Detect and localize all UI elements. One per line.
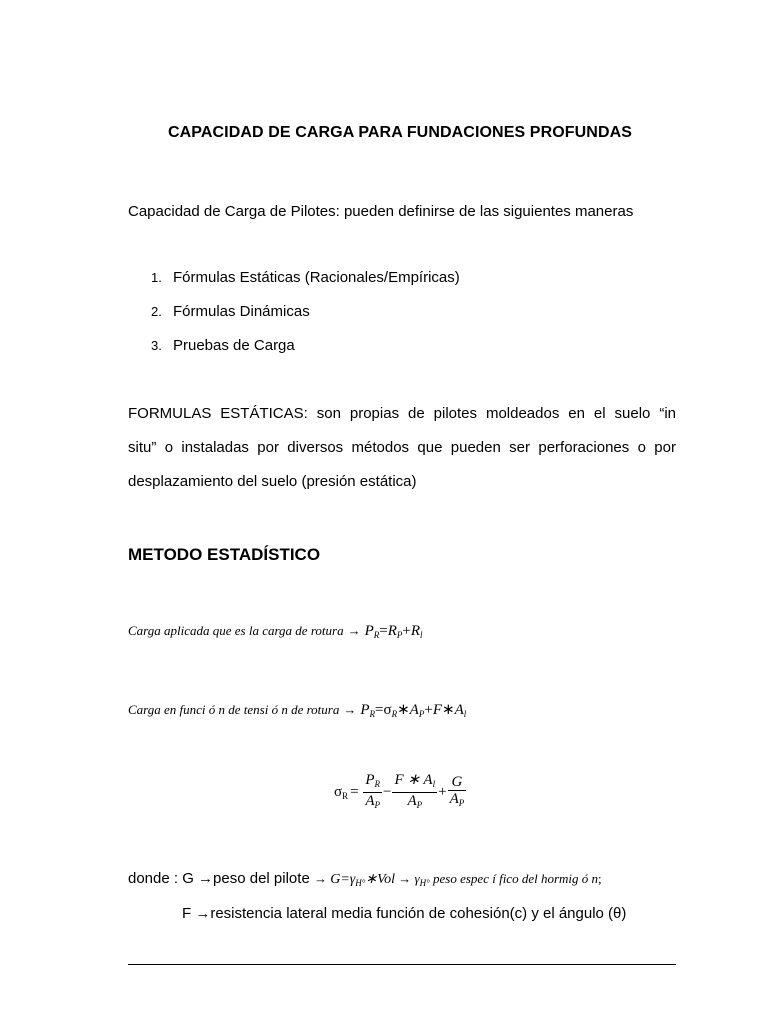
intro-paragraph: Capacidad de Carga de Pilotes: pueden definirse de las siguientes maneras [128,203,634,220]
paragraph-line: FORMULAS ESTÁTICAS: son propias de pilotes moldeados en el suelo “in [128,405,676,422]
list-number: 2. [151,304,162,319]
fraction-pr-ap: $\frac{P_R}{A_P}$ [363,772,382,813]
where-lead-text: donde : G →peso del pilote [128,870,310,887]
paragraph-line: desplazamiento del suelo (presión estática) [128,473,417,490]
equation-label: Carga aplicada que es la carga de rotura [128,623,344,638]
where-formula: → $G=\gamma_{H^\circ}∗Vol \to \gamma_{H^\circ}$ peso espec í fico del hormig ó n; [313,871,602,888]
list-number: 3. [151,338,162,353]
footer-divider [128,964,676,965]
equation-formula: $P_R=R_P+R_l$ [364,623,423,640]
list-number: 1. [151,270,162,285]
equation-stress-load [128,700,466,719]
arrow-icon: → [347,623,361,638]
list-item-3 [151,337,295,354]
equation-label: Carga en funci ó n de tensi ó n de rotura [128,702,340,717]
where-definition-f: F →resistencia lateral media función de cohesión(c) y el ángulo (θ) [182,905,627,922]
equals-sign: = [350,784,359,800]
section-heading: METODO ESTADÍSTICO [128,545,321,564]
equation-breaking-load [128,622,423,640]
equation-formula: $P_R=\sigma_R∗A_P+F∗A_l$ [360,702,467,719]
fraction-fal-ap: $\frac{F ∗ A_l}{A_P}$ [392,772,437,813]
plus-sign: + [438,784,447,800]
static-formulas-paragraph [128,404,676,506]
equation-sigma-r [333,772,466,813]
page-title: CAPACIDAD DE CARGA PARA FUNDACIONES PROFUNDAS [167,124,633,141]
paragraph-line: situ” o instaladas por diversos métodos que pueden ser perforaciones o por [128,439,676,456]
minus-sign: − [383,784,392,800]
list-item-text: Pruebas de Carga [173,337,295,354]
sigma-symbol: $\sigma_R$ [334,784,349,801]
list-item-1 [151,269,460,286]
where-definition-g [128,870,602,888]
list-item-text: Fórmulas Estáticas (Racionales/Empíricas) [173,269,460,286]
arrow-icon: → [343,702,357,717]
fraction-g-ap: $\frac{G}{A_P}$ [448,774,467,811]
list-item-2 [151,303,310,320]
list-item-text: Fórmulas Dinámicas [173,303,310,320]
